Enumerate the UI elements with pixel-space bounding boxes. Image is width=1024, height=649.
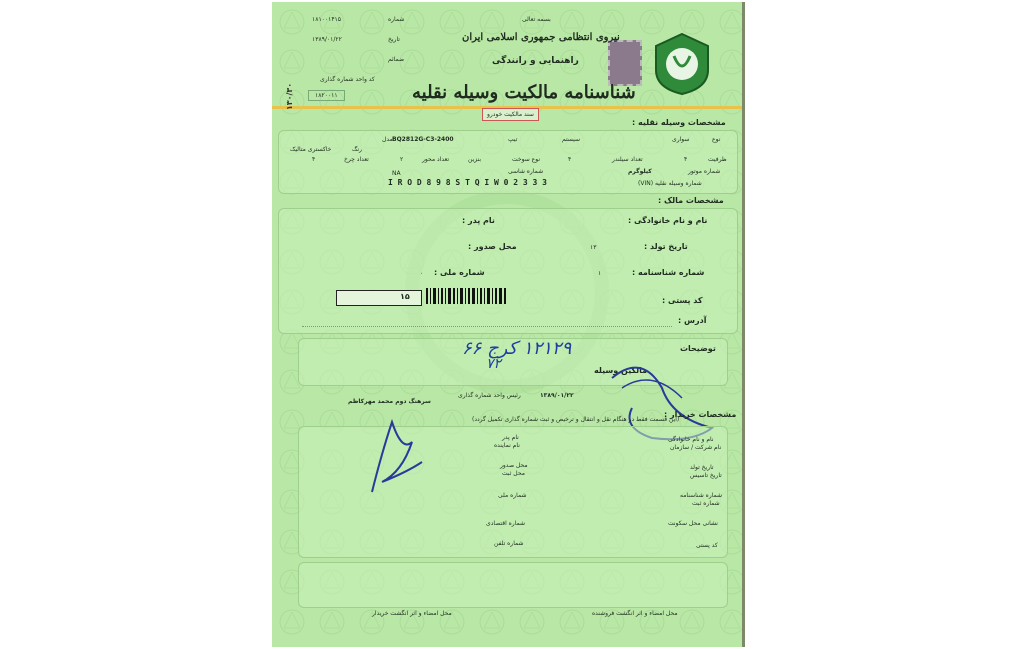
- vehicle-color-label: رنگ: [352, 146, 362, 153]
- handwritten-note-line1: ۱۲۱۲۹ کرج ۶۶: [462, 338, 572, 359]
- buyer-field-right: تاریخ تاسیس: [690, 472, 722, 479]
- vehicle-tip-value: BQ2812G-C3-2400: [392, 136, 454, 143]
- signature-box: [298, 562, 728, 608]
- vehicle-cylinders-value: ۴: [568, 156, 572, 163]
- buyer-field-right: شماره ثبت: [692, 500, 720, 507]
- vehicle-weight-label: کیلوگرم: [628, 168, 652, 175]
- buyer-field-left: محل صدور: [500, 462, 528, 469]
- document-title: شناسنامه مالکیت وسیله نقلیه: [412, 82, 636, 103]
- owner-postal-label: کد پستی :: [662, 296, 703, 305]
- buyer-field-left: شماره اقتصادی: [486, 520, 526, 527]
- owners-key-label: مالکین وسیله: [594, 366, 648, 375]
- vehicle-axles-label: تعداد محور: [422, 156, 450, 163]
- officer-name: سرهنگ دوم محمد مهرکاظم: [348, 398, 431, 405]
- vehicle-fuel-label: نوع سوخت: [512, 156, 540, 163]
- buyer-section-note: (این قسمت فقط در هنگام نقل و انتقال و ترخیص و ثبت شماره گذاری تکمیل گردد): [472, 416, 680, 423]
- date-label: تاریخ: [388, 36, 400, 43]
- number-value: ۱۸۱۰۰۱۴۱۵: [312, 16, 342, 23]
- department-name: راهنمایی و رانندگی: [492, 56, 579, 66]
- buyer-section-title: مشخصات خریدار :: [664, 410, 737, 419]
- vehicle-color-value: خاکستری متالیک: [290, 146, 332, 153]
- issuance-date: ۱۳۸۹/۰۱/۲۲: [540, 392, 574, 399]
- buyer-field-left: نام نماینده: [494, 442, 520, 449]
- postal-box-value: ۱۵: [400, 292, 410, 301]
- vehicle-section-title: مشخصات وسیله نقلیه :: [632, 118, 726, 127]
- vehicle-type-label: نوع: [712, 136, 721, 143]
- owner-issue-place-label: محل صدور :: [468, 242, 517, 251]
- ministry-label: بسمه تعالی: [522, 16, 551, 23]
- address-line: [302, 326, 672, 327]
- document-subtitle: سند مالکیت خودرو: [482, 108, 539, 121]
- vehicle-capacity-label: ظرفیت: [708, 156, 727, 163]
- owner-birth-label: تاریخ تولد :: [644, 242, 688, 251]
- vehicle-engine-label: شماره موتور: [688, 168, 721, 175]
- vehicle-system-label: سیستم: [562, 136, 580, 143]
- vehicle-vin-label: شماره وسیله نقلیه (VIN): [638, 180, 702, 187]
- barcode: [426, 288, 506, 304]
- vehicle-fuel-value: بنزین: [468, 156, 482, 163]
- buyer-field-right: شماره شناسنامه: [680, 492, 723, 499]
- vehicle-capacity-value: ۴: [684, 156, 688, 163]
- vehicle-tip-label: تیپ: [508, 136, 518, 143]
- vehicle-type-value: سواری: [672, 136, 690, 143]
- vehicle-cylinders-label: تعداد سیلندر: [612, 156, 643, 163]
- vehicle-model-label: مدل: [382, 136, 393, 143]
- vehicle-vin-value: I R O D 8 9 8 S T Q I W 0 2 3 3 3: [388, 178, 547, 187]
- vehicle-wheels-label: تعداد چرخ: [344, 156, 369, 163]
- buyer-field-right: کد پستی: [696, 542, 718, 549]
- owner-address-label: آدرس :: [678, 316, 707, 325]
- owner-name-label: نام و نام خانوادگی :: [628, 216, 708, 225]
- handwritten-note-line2: ۷۲: [486, 356, 502, 372]
- vehicle-ownership-document: [272, 2, 745, 647]
- owner-national-id-value: ۰: [420, 270, 424, 277]
- owner-id-value: ۱: [598, 270, 602, 277]
- buyer-field-right: نشانی محل سکونت: [668, 520, 718, 527]
- vehicle-chassis-label: شماره شاسی: [508, 168, 544, 175]
- authority-name: نیروی انتظامی جمهوری اسلامی ایران: [462, 32, 620, 43]
- vehicle-axles-value: ۲: [400, 156, 404, 163]
- buyer-field-left: شماره ملی: [498, 492, 527, 499]
- date-value: ۱۳۸۹/۰۱/۲۲: [312, 36, 342, 43]
- owner-birth-value: ۱۳: [590, 244, 597, 251]
- seller-signature: [362, 412, 432, 502]
- number-label: شماره: [388, 16, 405, 23]
- attachment-label: ضمائم: [388, 56, 405, 63]
- issuer-code-value: ۱۸۲۰۰۱۱: [308, 90, 345, 101]
- owner-father-label: نام پدر :: [462, 216, 495, 225]
- owner-national-id-label: شماره ملی :: [434, 268, 485, 277]
- vehicle-chassis-value: NA: [392, 170, 401, 177]
- owner-section-title: مشخصات مالک :: [658, 196, 724, 205]
- margin-note: ۱۳۰/۳۰: [285, 82, 295, 111]
- buyer-field-right: نام و نام خانوادگی: [668, 436, 714, 443]
- owner-id-label: شماره شناسنامه :: [632, 268, 705, 277]
- vehicle-wheels-value: ۴: [312, 156, 316, 163]
- unit-head-label: رئیس واحد شماره گذاری: [458, 392, 521, 399]
- notes-label: توضیحات: [680, 344, 716, 353]
- buyer-field-right: تاریخ تولد: [690, 464, 714, 471]
- buyer-field-left: نام پدر: [502, 434, 519, 441]
- buyer-field-left: شماره تلفن: [494, 540, 524, 547]
- police-emblem-icon: [650, 32, 714, 96]
- buyer-field-left: محل ثبت: [502, 470, 525, 477]
- buyer-sign-label: محل امضاء و اثر انگشت خریدار: [372, 610, 452, 617]
- revenue-stamp: [608, 40, 642, 86]
- issuer-code-label: کد واحد شماره گذاری: [320, 76, 375, 83]
- buyer-field-right: نام شرکت / سازمان: [670, 444, 722, 451]
- seller-sign-label: محل امضاء و اثر انگشت فروشنده: [592, 610, 678, 617]
